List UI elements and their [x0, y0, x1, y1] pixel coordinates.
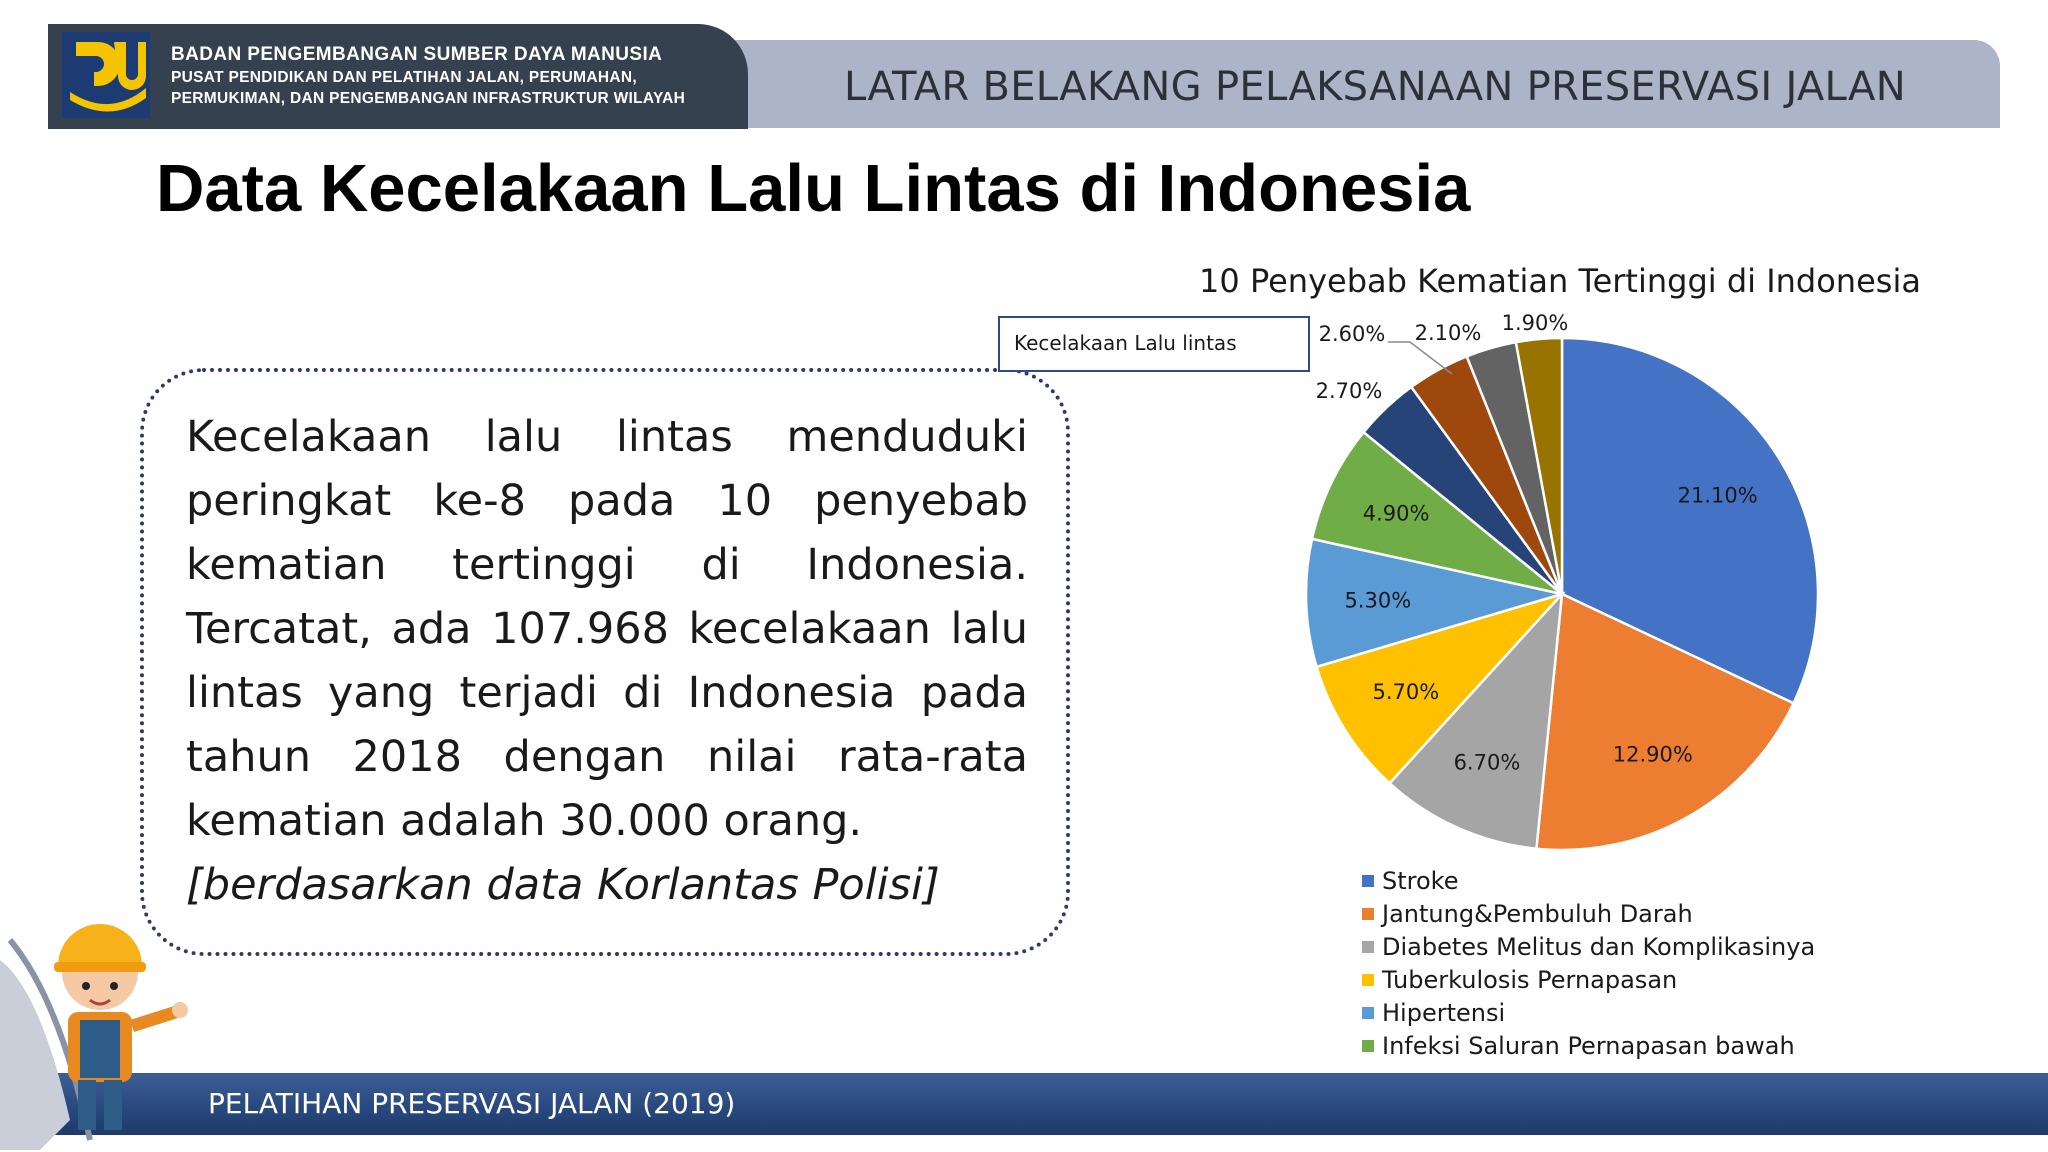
legend-item [1362, 864, 1815, 897]
section-title: LATAR BELAKANG PELAKSANAAN PRESERVASI JALAN [844, 64, 1906, 110]
body-source: [berdasarkan data Korlantas Polisi] [186, 860, 940, 910]
data-label: 6.70% [1453, 750, 1521, 775]
data-label: 1.90% [1501, 311, 1569, 335]
legend-label: Stroke [1382, 866, 1459, 895]
org-subtitle-line-1: PUSAT PENDIDIKAN DAN PELATIHAN JALAN, PERUMAHAN, [171, 69, 637, 86]
legend-label: Diabetes Melitus dan Komplikasinya [1382, 932, 1816, 961]
footer-text: PELATIHAN PRESERVASI JALAN (2019) [208, 1087, 736, 1120]
legend-item [1362, 1029, 1815, 1062]
legend-label: Jantung&Pembuluh Darah [1382, 899, 1693, 928]
legend-swatch [1362, 974, 1374, 986]
legend-item [1362, 963, 1815, 996]
callout-box [998, 316, 1310, 372]
legend-label: Tuberkulosis Pernapasan [1382, 965, 1678, 994]
data-label: 5.70% [1372, 679, 1440, 704]
data-label: 21.10% [1677, 483, 1758, 508]
legend-swatch [1362, 941, 1374, 953]
legend-swatch [1362, 1007, 1374, 1019]
callout-text: Kecelakaan Lalu lintas [1014, 331, 1237, 355]
legend-item [1362, 996, 1815, 1029]
legend-swatch [1362, 875, 1374, 887]
data-label: 2.10% [1414, 321, 1482, 345]
legend-label: Infeksi Saluran Pernapasan bawah [1382, 1031, 1795, 1060]
org-title: BADAN PENGEMBANGAN SUMBER DAYA MANUSIA [171, 44, 663, 65]
page-title: Data Kecelakaan Lalu Lintas di Indonesia [156, 151, 1471, 226]
footer-shade [0, 1135, 2048, 1152]
chart-legend [1362, 864, 1815, 1062]
legend-item [1362, 930, 1815, 963]
legend-swatch [1362, 908, 1374, 920]
legend-label: Hipertensi [1382, 998, 1506, 1027]
worker-mascot-illustration [0, 900, 200, 1150]
data-label: 5.30% [1344, 588, 1412, 613]
data-label: 2.60% [1318, 322, 1386, 346]
data-label: 12.90% [1612, 742, 1693, 767]
data-label: 4.90% [1362, 501, 1430, 526]
data-label: 2.70% [1315, 379, 1383, 403]
legend-swatch [1362, 1040, 1374, 1052]
legend-item [1362, 897, 1815, 930]
chart-title: 10 Penyebab Kematian Tertinggi di Indonesia [1199, 262, 1921, 300]
body-paragraph: Kecelakaan lalu lintas menduduki peringkat ke-8 pada 10 penyebab kematian tertinggi di Indonesia. Tercatat, ada 107.968 kecelakaan lalu lintas yang terjadi di Indonesia pada tahun 2018 dengan nilai rata-rata kematian adalah 30.000 orang. [186, 412, 1028, 846]
org-subtitle-line-2: PERMUKIMAN, DAN PENGEMBANGAN INFRASTRUKTUR WILAYAH [171, 90, 686, 107]
